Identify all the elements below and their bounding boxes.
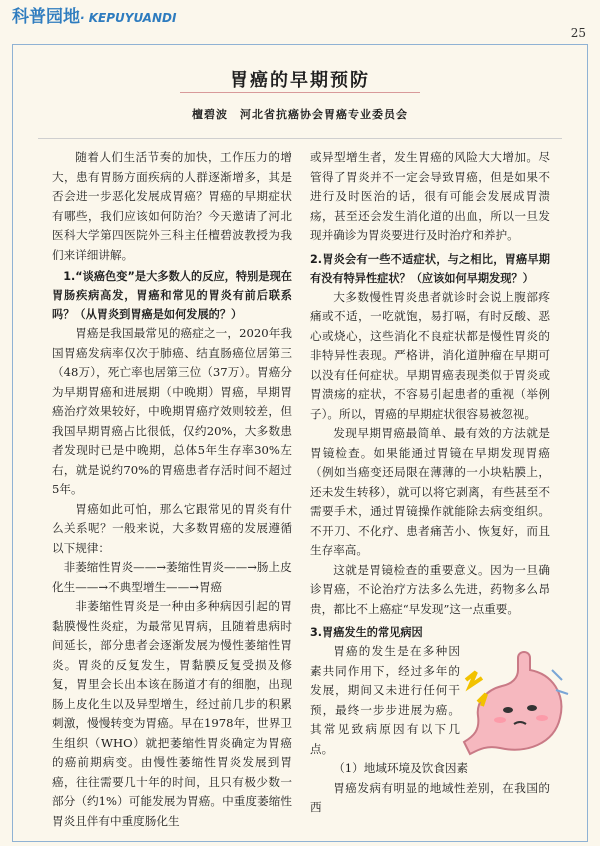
paragraph: 大多数慢性胃炎患者就诊时会说上腹部疼痛或不适，一吃就饱，易打嗝，有时反酸、恶心或烧心，这些消化不良症状都是慢性胃炎的非特异性表现。严格讲，消化道肿瘤在早期可以没有任何症状。早期胃癌表现类似于胃炎或胃溃疡的症状，不容易引起患者的重视（举例子）。所以，胃癌的早期症状很容易被忽视。: [310, 289, 550, 421]
paragraph: 非萎缩性胃炎是一种由多种病因引起的胃黏膜慢性炎症，为最常见胃病，且随着患病时间延长，部分患者会逐渐发展为慢性萎缩性胃炎。胃炎的反复发生，胃黏膜反复受损及修复，胃里会长出本该在肠道才有的细胞，出现肠上皮化生以及异型增生，经过前几步的积累刺激，慢慢转变为胃癌。早在1978年，世界卫生组织（WHO）就把萎缩性胃炎确定为胃癌的癌前期病变。由慢性萎缩性胃炎发展到胃癌，往往需要几十年的时间，且只有极少数一部分（约1%）可能发展为胃癌。中重度萎缩性胃炎且伴有中重度肠化生: [52, 599, 292, 828]
question-2-heading: 2.胃炎会有一些不适症状，与之相比，胃癌早期有没有特异性症状？（应该如何早期发现？）: [310, 252, 550, 285]
stomach-illustration-icon: [456, 650, 576, 760]
paragraph: 发现早期胃癌最简单、最有效的方法就是胃镜检查。如果能通过胃镜在早期发现胃癌（例如当癌变还局限在薄薄的一小块粘膜上，还未发生转移），就可以将它剥离，有些甚至不需要手术，通过胃镜操作就能除去病变组织。不开刀、不化疗、患者痛苦小、恢复好，而且生存率高。: [310, 426, 550, 557]
subheading: （1）地域环境及饮食因素: [333, 761, 469, 775]
paragraph: 或异型增生者，发生胃癌的风险大大增加。尽管得了胃炎并不一定会导致胃癌，但是如果不进行及时医治的话，很有可能会发展成胃溃疡，甚至还会发生消化道的出血，所以一旦发现并确诊为胃炎要进行及时治疗和养护。: [310, 150, 550, 242]
paragraph: 这就是胃镜检查的重要意义。因为一旦确诊胃癌，不论治疗方法多么先进，药物多么昂贵，都比不上癌症“早发现”这一点重要。: [310, 562, 550, 616]
paragraph: 胃癌的发生是在多种因素共同作用下，经过多年的发展，期间又未进行任何干预，最终一步步进展为癌。其常见致病原因有以下几点。: [310, 644, 460, 756]
page-header: [0, 0, 600, 44]
byline: [0, 106, 600, 122]
question-3-heading: 3.胃癌发生的常见病因: [310, 626, 423, 639]
paragraph: 胃癌是我国最常见的癌症之一，2020年我国胃癌发病率仅次于肺癌、结直肠癌位居第三（48万），死亡率也居第三位（37万）。胃癌分为早期胃癌和进展期（中晚期）胃癌，早期胃癌治疗效果较好，中晚期胃癌疗效则较差，但我国早期胃癌占比很低，仅约20%，大多数患者发现时已是中晚期，总体5年生存率30%左右，就是说约70%的胃癌患者存活时间不超过5年。: [52, 326, 292, 496]
brand-logo: [12, 2, 176, 27]
question-1-heading: 1.“谈癌色变”是大多数人的反应，特别是现在胃肠疾病高发，胃癌和常见的胃炎有前后联系吗？（从胃炎到胃癌是如何发展的？）: [52, 270, 292, 321]
brand-name: 科普园地: [12, 7, 80, 27]
title-underline: [180, 92, 420, 93]
brand-latin: · KEPUYUANDI: [80, 11, 177, 25]
left-column: [52, 148, 292, 831]
author-affiliation: 河北省抗癌协会胃癌专业委员会: [240, 108, 408, 121]
paragraph: 胃癌如此可怕，那么它跟常见的胃炎有什么关系呢？一般来说，大多数胃癌的发展遵循以下规律：: [52, 501, 292, 555]
paragraph: 胃癌发病有明显的地域性差别，在我国的西: [310, 780, 550, 814]
article-title: 胃癌的早期预防: [230, 70, 370, 91]
progression-line-1: 非萎缩性胃炎——→萎缩性胃炎——→肠上皮: [63, 560, 292, 574]
intro-paragraph: 随着人们生活节奏的加快，工作压力的增大，患有胃肠方面疾病的人群逐渐增多，其是否会进一步恶化发展成胃癌？胃癌的早期症状有哪些，我们应该如何防治？今天邀请了河北医科大学第四医院外三科主任檀碧波教授为我们来详细讲解。: [52, 150, 292, 262]
page-number: 25: [570, 26, 586, 40]
progression-line-2: 化生——→不典型增生——→胃癌: [52, 579, 223, 594]
author-name: 檀碧波: [192, 108, 228, 121]
divider: [38, 138, 562, 139]
